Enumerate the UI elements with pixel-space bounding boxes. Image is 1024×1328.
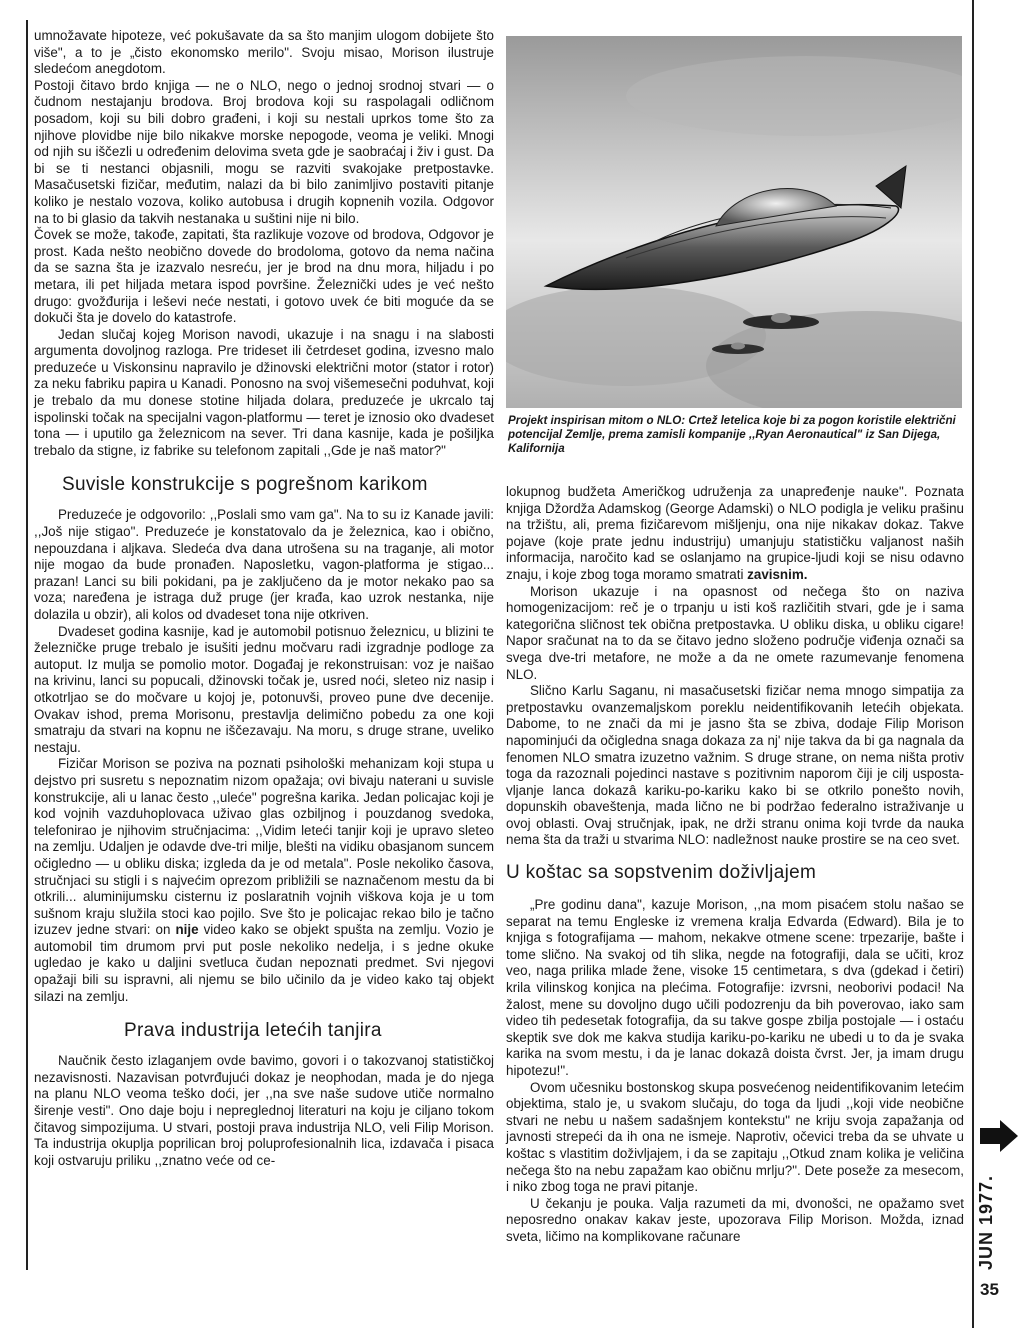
right-rule — [972, 0, 974, 1328]
paragraph-text: Fizičar Morison se poziva na poznati psihološki mehanizam koji stupa u dejstvo pri susretu s nepoznatim nizom opažaja; ovi bivaju naterani u suvisle konstrukcije, ali u lanac često ,,uleće" pogrešna karika. Jedan policajac koji je kod vojnih vazduhoplovaca uživao glas ozbiljnog i pouzdanog svedoka, telefonirao je njihovim stručnjacima: ,,Vidim leteći tanjir koji je upravo sleteo na zemlju. Udaljen je odavde dve-tri milje, blešti na vidiku obasjanom suncem očigledno — u obliku diska; izgleda da je od metala". Posle nekoliko časova, stručnjaci su stigli i s najvećim oprezom približili se naznačenom mestu da bi otkrili... aluminijumsku cisternu iz poslaratnih vojnih viškova koja je u tom sušnom kraju služila stoci kao pojilo. Sve što je policajac rekao bilo je tačno izuzev jedne stvari: on — [34, 756, 494, 938]
page-number: 35 — [980, 1280, 999, 1299]
paragraph — [34, 756, 494, 1005]
section-heading: Prava industrija letećih tanjira — [124, 1020, 382, 1042]
figure-caption: Projekt inspirisan mitom o NLO: Crtež letelica koje bi za pogon koristile električni potencijal Zemlje, prema zamisli kompanije ,,Ryan Aeronautical" iz San Dijega, Kalifornija — [508, 414, 956, 455]
paragraph-text: video kako se objekt spušta na zemlju. Vozio je automobil tim drumom prvi put posle nekoliko nedelja, i s jedne okuke ugledao je kako u daljini svetluca čudan nepoznati predmet. Svi njegovi opažaji bili su ispravni, ali njemu se bilo učinilo da je video kako taj objekt silazi na zemlju. — [34, 922, 494, 1004]
paragraph: Postoji čitavo brdo knjiga — ne o NLO, nego o jednoj srodnoj stvari — o čudnom nestajanju brodova. Broj brodova koji su raspolagali odličnom posadom, koji su bili dobro građeni, i koji su nestali uprkos tome što za njihove plovidbe nije bilo nikakve morske nepogode, veoma je veliki. Mnogi od njih su iščezli u određenim delovima sveta gde je saobraćaj i živ i gust. Da bi se ti nestanci objasnili, mogu se razviti svakojake pretpostavke. Masačusetski fizičar, međutim, nalazi da bi bilo zanimljivo postaviti pitanje koliko je nestalo vozova, koliko autobusa i drugih kopnenih vozila. Odgovor na to bi glasio da takvih nestanaka u suštini nije ni bilo. — [34, 77, 494, 226]
left-column — [34, 28, 494, 1169]
paragraph — [506, 484, 964, 584]
paragraph: Čovek se može, takođe, zapitati, šta razlikuje vozove od brodova, Odgovor je prost. Kada nešto neobično dovede do brodoloma, gotovo da nema načina da se sazna šta je izazvalo nesreću, jer je brod na dnu mora, hiljadu i po metara, ili pet hiljada metara ispod površine. Železnički udes je već nešto drugo: gvožđurija i leševi neće nestati, i gotovo uvek će biti moguće da se dokuči šta je dovelo do katastrofe. — [34, 227, 494, 326]
left-rule — [26, 20, 28, 1270]
paragraph: Dvadeset godina kasnije, kad je automobil potisnuo železnicu, u blizini te železničke pruge trebalo je isušiti jednu močvaru radi izgradnje podloge za autoput. Iz mulja se pomolio motor. Događaj je rekonstruisan: voz je naišao na krivinu, lanci su popucali, džinovski točak je, usred noći, sleteo niz nasip i otkotrljao se do močvare u kojoj je, potonuvši, proveo pune dve decenije. Ovakav ishod, prema Morisonu, prestavlja delimično pobedu za one koji smatraju da stvari na kopnu ne iščezavaju. Na moru, s druge strane, uveliko nestaju. — [34, 623, 494, 755]
large-saucer — [546, 166, 906, 289]
paragraph: Naučnik često izlaganjem ovde bavimo, govori i o takozvanoj statističkoj nezavisnosti. Nazavisan potvrđujući dokaz je neophodan, mada je do njega na planu NLO veoma teško doći, jer ,,na sve naše sudove utiče normalno širenje vesti". Ono daje boju i nepreglednoj literaturi na koju je ciljano tokom čitavog simpozijuma. U stvari, postoji prava industrija NLO, veli Filip Morison. Ta industrija okuplja poprilican broj poluprofesionalnih lica, izdavača i pisaca koji ostvaruju priliku ,,znatno veće od ce- — [34, 1053, 494, 1168]
paragraph: Morison ukazuje i na opasnost od nečega što on naziva homogenizacijom: reč je o trpanju u isti koš različitih stvari, gde je i sama kategorična sličnost tek obična pretpostavka. U obliku diska, u obliku cigare! Napor sračunat na to da se čitavo jedno složeno područje viđenja označi sa svega dve-tri metafore, ne može a da ne omete razumevanje fenomena NLO. — [506, 583, 964, 682]
flying-saucer-drawing — [506, 36, 962, 408]
emphasis-text: zavisnim. — [747, 566, 808, 582]
emphasis-text: nije — [175, 922, 199, 938]
issue-date: JUN 1977. — [976, 1174, 996, 1270]
paragraph: „Pre godinu dana", kazuje Morison, ,,na mom pisaćem stolu našao se separat na temu Engleske iz vremena kralja Edvarda (Edward). Bila je to knjiga s fotografijama — mahom, nekakve otmene scene: trpezarije, bašte i tome slično. Na svakoj od tih slika, negde na fotografiji, dala se učiti, kroz veo, naga prilika mlade žene, visoke 15 centimetara, s dva (gdekad i četiri) krila vilinskog konjica na plećima. Fotografije: izvrsni, neoborivi podaci! Na žalost, mene su dovoljno dugo učili podozrenju da bih poverovao, iako sam video tih pedesetak fotografija, da su takve gospe zbilja postojale — i ostaću skeptik sve dok me kakva studija kariku-po-kariku ne ubedi u to da je svaka karika na svom mestu, i da je lanac dokazâ doista čvrst. Jer, ja imam drugu hipotezu!". — [506, 897, 964, 1078]
paragraph: Slično Karlu Saganu, ni masačusetski fizičar nema mnogo simpatija za pretpostavku ovanzemaljskom poreklu neidentifikovanih letećih objekata. Dabome, to ne znači da mi je jasno šta se zbiva, dodaje Filip Morison napominjući da očigledna snaga dokaza za nj' nije takva da bi ga nagnala da fenomen NLO smatra izuzetno važnim. S druge strane, on nema ništa protiv toga da razoznali pojedinci nastave s pozitivnim naporom čiji je cilj uspostavljanje lanca dokazâ kariku-po-kariku kako bi se otkrilo ponešto novih, dopunskih obaveštenja, mada lično ne bi podržao federalno istraživanje u ovoj oblasti. Ovaj stručnjak, ipak, ne drži stranu onima koji tvrde da nauka nema šta da traži u stvarima NLO: nadležnost nauke prostire se na ceo svet. — [506, 683, 964, 848]
continue-arrow-icon — [978, 1118, 1020, 1154]
paragraph: Ovom učesniku bostonskog skupa posvećenog neidentifikovanim letećim objektima, stalo je, u svakom slučaju, do toga da ljudi ,,koji vide neobične stvari ne nebu u našem sadašnjem kontekstu" ne kriju svoja zapažanja od javnosti strepeći da ih ona ne ismeje. Naprotiv, očevici treba da se uhvate u koštac s vlastitim doživljajem, i da se zapitaju ,,Otkud znam kolika je veličina nečega što na nebu zapažam kao običnu mrlju?". Dete poseže za mesecom, i niko zbog toga ne pravi pitanje. — [506, 1079, 964, 1195]
paragraph-text: lokupnog budžeta Američkog udruženja za unapređenje nauke". Poznata knjiga Džordža Adamskog (George Adamski) o NLO podigla je veliku prašinu na tržištu, ali, prema fizičarevom mišljenju, ona nije nikakav dokaz. Takve pojave (koje prate jednu industriju) umanjuju statističku valjanost naših informacija, naročito kad se oslanjamo na grupice-ljudi koji se nisu odavno znaju, i koje zbog toga moramo smatrati — [506, 484, 964, 582]
paragraph: U čekanju je pouka. Valja razumeti da mi, dvonošci, ne opažamo svet neposredno onakav kakav jeste, upozorava Filip Morison. Možda, iznad sveta, ličimo na komplikovane računare — [506, 1195, 964, 1244]
right-column — [506, 484, 964, 1246]
cloud-shape — [626, 56, 962, 136]
ufo-illustration — [506, 36, 962, 408]
section-heading: Suvisle konstrukcije s pogrešnom karikom — [62, 474, 428, 496]
paragraph: Preduzeće je odgovorilo: ,,Poslali smo vam ga". Na to su iz Kanade javili: ,,Još nije stigao". Preduzeće je konstatovalo da je železnica, kao i obično, nepouzdana i aljkava. Sledeća dva dana utrošena su na traganje, ali motor nije mogao da bude pronađen. Naposletku, vagon-platforma je stigao... prazan! Lanci su bili pokidani, pa je zaključeno da je motor nekako pao sa voza; naređena je istraga duž pruge (jer krađa, kao uzrok nestanka, nije dolazila u obzir), ali kolos od dvadeset tona nije otkriven. — [34, 507, 494, 622]
paragraph: Jedan slučaj kojeg Morison navodi, ukazuje i na snagu i na slabosti argumenta dovoljnog razloga. Pre trideset ili četrdeset godina, izvesno malo preduzeće u Viskonsinu napravilo je džinovski električni motor (stator i rotor) za neku fabriku papira u Kanadi. Ponosno na svoj višemesečni poduhvat, koji je trebalo da mu donese stotine hiljada dolara, preduzeće je ukrcalo taj ispolinski točak na specijalni vagon-platformu — teret je iznosio oko dvadeset tona — i uputilo ga železnicom na sever. Tri dana kasnije, kada je pošiljka trebalo da stigne, iz fabrike su telefonom zapitali ,,Gde je naš mator?" — [34, 326, 494, 458]
paragraph: umnožavate hipoteze, već pokušavate da sa što manjim ulogom dobijete što više", a to je „čisto ekonomsko merilo". Svoju misao, Morison ilustruje sledećom anegdotom. — [34, 28, 494, 77]
section-heading: U koštac sa sopstvenim doživljajem — [506, 862, 817, 884]
